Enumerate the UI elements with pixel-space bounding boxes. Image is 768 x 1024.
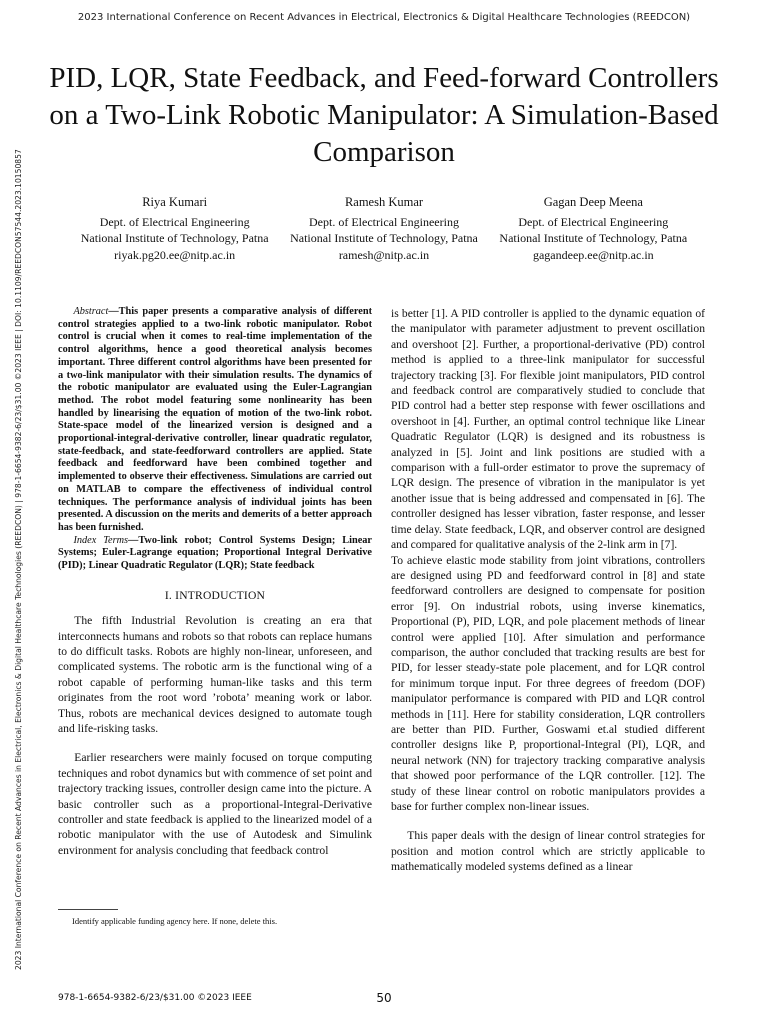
author-email: ramesh@nitp.ac.in: [338, 247, 430, 262]
copyright-line: 978-1-6654-9382-6/23/$31.00 ©2023 IEEE: [58, 993, 252, 1003]
index-terms-text: —Two-link robot; Control Systems Design; Linear Systems; Euler-Lagrange equation; Proportional Integral Derivative (PID); Linear Quadratic Regulator (LQR); State feedback: [58, 534, 372, 572]
body-paragraph: To achieve elastic mode stability from joint vibrations, controllers are designed using PD and feedforward control in [8] and state feedforward controllers are designed to compensate for position error [9]. On industrial robots, using inverse kinematics, Proportional (P), PID, LQR, and pole placement methods of linear control were applied [10]. After simulation and performance comparison, the author concluded that tracking results are best for PID, for lesser steady-state pole placement, and for LQR control for minimum torque input. For three degrees of freedom (DOF) manipulator performance is compared with PID and LQR control methods in [11]. Here for stability consideration, LQR controllers are better than PID. Further, Goswami et.al studied different controller designs like P, proportional-Integral (PI), LQR, and neural network (NN) for trajectory tracking comparative analysis that showed poor performance of the LQR controller. [12]. The study of these linear control on robotic manipulators provides a base for further complex non-linear issues.: [391, 553, 705, 813]
section-heading-introduction: I. INTRODUCTION: [164, 588, 266, 602]
author-email: gagandeep.ee@nitp.ac.in: [532, 247, 654, 262]
author-block: [70, 194, 698, 263]
author-name: Gagan Deep Meena: [543, 195, 643, 209]
author-institute: National Institute of Technology, Patna: [80, 231, 269, 245]
abstract-label: Abstract: [73, 306, 109, 317]
body-paragraph: Earlier researchers were mainly focused on torque computing techniques and robot dynamics but with commence of set point and trajectory tracking issues, controller design came into the picture. A basic controller such as a proportional-Integral-Derivative controller and state feedback is applied to the linearized model of a robotic manipulator with the use of Autodesk and Simulink environment for analysis concluding that feedback control: [58, 751, 372, 857]
index-terms-label: Index Terms: [73, 534, 129, 546]
body-paragraph: is better [1]. A PID controller is applied to the dynamic equation of the manipulator with parameter adjustment to prevent oscillation and overshoot [2]. Further, a proportional-derivative (PD) control method is applied to a three-link manipulator for successful trajectory tracking [3]. For flexible joint manipulators, PID control and feedback control are comparatively studied to conclude that PID control had a better step response with fewer oscillations and overshoot in [4]. Further, an optimal control technique like Linear Quadratic Regulator (LQR) is designed and its robustness is analyzed in [5]. Joint and link positions are studied with a comparison with a full-order estimator to prove the supremacy of LQR design. The presence of vibration in the manipulator is yet another issue that is being addressed and compensated in [6]. The controller designed has lesser vibration, faster response, and lesser time delay. State feedback, LQR, and observer control are designed and compared for qualitative analysis of the 2-link arm in [7].: [391, 307, 705, 552]
index-terms: [58, 535, 372, 573]
left-column: [58, 306, 372, 858]
author-institute: National Institute of Technology, Patna: [499, 231, 688, 245]
side-doi-strip: 2023 International Conference on Recent Advances in Electrical, Electronics & Digital Healthcare Technologies (REEDCON) | 978-1-6654-9382-6/23/$31.00 ©2023 IEEE | DOI: 10.1109/REEDCON57544.2023.10150857: [14, 149, 23, 970]
footnote: Identify applicable funding agency here. If none, delete this.: [72, 916, 278, 926]
author-2: [279, 194, 488, 263]
author-institute: National Institute of Technology, Patna: [290, 231, 478, 245]
paper-title: PID, LQR, State Feedback, and Feed-forward Controllers on a Two-Link Robotic Manipulator: A Simulation-Based Comparison: [49, 62, 719, 168]
page-number: 50: [376, 991, 392, 1005]
abstract: [58, 306, 372, 535]
footnote-divider: [58, 909, 118, 910]
author-dept: Dept. of Electrical Engineering: [99, 214, 250, 229]
author-1: [70, 194, 279, 263]
body-paragraph: The fifth Industrial Revolution is creating an era that interconnects humans and robots so that robots can replace humans to do difficult tasks. Robots are highly non-linear, unforeseen, and complicated systems. The robotic arm is the functional wing of a robot capable of performing human-like tasks and this term originates from the root word ’robota’ meaning work or labor. Thus, robots are mechanical devices designed to automate tough and life-risking tasks.: [58, 614, 372, 736]
abstract-text: —This paper presents a comparative analysis of different control strategies applied to a two-link robotic manipulator. Robot control is crucial when it comes to real-time implementation of the control algorithms, hence a good theoretical analysis becomes important. Three different control algorithms have been presented for a two-link manipulator with their simulation results. The dynamics of the robotic manipulator are evaluated using the Euler-Lagrangian method. The robot model featuring some nonlinearity has been handled by linearising the equation of motion of the two-link robot. State-space model of the linearized version is designed and a proportional-integral-derivative controller, linear quadratic regulator, state-feedback, and state-feedforward controllers are applied. State feedback and feedforward have been combined together and implemented to observe their effectiveness. Simulations are carried out on MATLAB to compare the effectiveness of individual control techniques. The performance analysis of individual joints has been presented. A discussion on the merits and demerits of a better approach has been furnished.: [58, 306, 372, 533]
author-dept: Dept. of Electrical Engineering: [309, 214, 459, 229]
author-name: Ramesh Kumar: [344, 195, 424, 209]
author-name: Riya Kumari: [142, 195, 208, 209]
author-dept: Dept. of Electrical Engineering: [518, 214, 669, 229]
right-column: [391, 306, 705, 875]
author-3: [489, 194, 698, 263]
author-email: riyak.pg20.ee@nitp.ac.in: [114, 247, 236, 262]
body-paragraph: This paper deals with the design of linear control strategies for position and motion control which are strictly applicable to mathematically modeled systems defined as a linear: [391, 829, 705, 874]
conference-header: 2023 International Conference on Recent Advances in Electrical, Electronics & Digital Healthcare Technologies (REEDCON): [77, 12, 691, 23]
